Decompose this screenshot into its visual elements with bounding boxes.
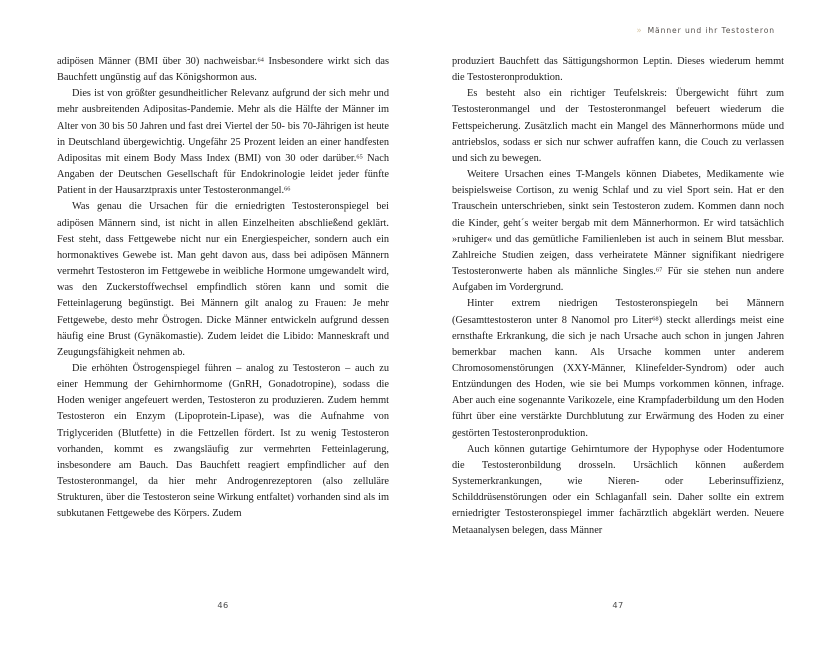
paragraph: Dies ist von größter gesundheitlicher Relevanz aufgrund der sich mehr und mehr ausbreitenden Adipositas-Pandemie. Mehr als die Hälfte der Männer im Alter von 30 bis 50 Jahren und fast drei Viertel der 50- bis 70-Jährigen ist heute in Deutschland übergewichtig. Ungefähr 25 Prozent leiden an einer handfesten Adipositas mit einem Body Mass Index (BMI) von 30 oder darüber.$^{65}$ Nach Angaben der Deutschen Gesellschaft für Endokrinologie leidet jeder fünfte Patient in der Hausarztpraxis unter Testosteronmangel.$^{66}$ xyxy=(57,88,389,197)
paragraph: Weitere Ursachen eines T-Mangels können Diabetes, Medikamente wie beispielsweise Cortison, zu wenig Schlaf und zu viel Sport sein. Hat er den Trauschein unterschrieben, sinkt sein Testosteron zudem. Kommen dann noch die Kinder, geht´s weiter bergab mit dem Männerhormon. Er wird tatsächlich »ruhiger« und das gemütliche Familienleben ist auch in seinem Blut messbar. Zahlreiche Studien zeigen, dass verheiratete Männer signifikant niedrigere Testosteronwerte haben als männliche Singles.$^{67}$ Für sie stehen nun andere Aufgaben im Vordergrund. xyxy=(452,169,784,294)
footnote-marker: 65 xyxy=(356,153,363,161)
left-page xyxy=(57,54,389,523)
paragraph: Die erhöhten Östrogenspiegel führen – analog zu Testosteron – auch zu einer Hemmung der Gehirnhormome (GnRH, Gonadotropine), sodass die Hoden weniger angefeuert werden, Testosteron zu produzieren. Zudem hemmt Testosteron ein Enzym (Lipoprotein-Lipase), was die Aufnahme von Triglyceriden (Blutfette) in die Fettzellen fördert. Ist zu wenig Testosteron vorhanden, kommt es zwangsläufig zur vermehrten Fetteinlagerung, insbesondere am Bauch. Das Bauchfett reagiert empfindlicher auf den Testosteronmangel, da hier mehr Androgenrezeptoren (also zelluläre Strukturen, über die Testosteron seine Wirkung entfaltet) vorhanden sind als im subkutanen Fettgewebe des Körpers. Zudem xyxy=(57,362,389,520)
footnote-marker: 68 xyxy=(652,314,659,322)
paragraph: Auch können gutartige Gehirntumore der Hypophyse oder Hodentumore die Testosteronbildung drosseln. Ursächlich können außerdem Systemerkrankungen, wie Nieren- oder Leberinsuffizienz, Schilddrüsenstörungen oder ein Schlaganfall sein. Daher sollte ein extrem erniedrigter Testosteronspiegel immer fachärztlich abgeklärt werden. Neuere Metaanalysen belegen, dass Männer xyxy=(452,443,784,536)
running-head-marker-icon: » xyxy=(636,25,642,35)
paragraph: produziert Bauchfett das Sättigungshormon Leptin. Dieses wiederum hemmt die Testosteronproduktion. xyxy=(452,56,784,84)
footnote-marker: 67 xyxy=(655,266,663,274)
right-page xyxy=(452,54,784,539)
paragraph: Es besteht also ein richtiger Teufelskreis: Übergewicht führt zum Testosteronmangel und der Testosteronmangel befeuert wiederum die Fettspeicherung. Zusätzlich macht ein Mangel des Männerhormons müde und antriebslos, sodass er sich nur schwer aufraffen kann, die Couch zu verlassen und sich zu bewegen. xyxy=(452,88,784,164)
paragraph: Hinter extrem niedrigen Testosteronspiegeln bei Männern (Gesamttestosteron unter 8 Nanomol pro Liter$^{68}$) steckt allerdings meist eine ernsthafte Erkrankung, die sich je nach Ursache auch schon in jungen Jahren bemerkbar machen kann. Als Ursache kommen unter anderem Chromosomenstörungen (XXY-Männer, Klinefelder-Syndrom) oder auch Entzündungen des Hoden, wie sie bei Mumps vorkommen können, infrage. Aber auch eine sogenannte Varikozele, eine Krampfaderbildung um den Hoden führt über eine verstärkte Durchblutung zur Erwärmung des Hoden zu einer gestörten Testosteronproduktion. xyxy=(452,298,784,439)
left-page-textblock xyxy=(57,54,389,523)
running-head-title: Männer und ihr Testosteron xyxy=(647,26,775,35)
right-page-textblock xyxy=(452,54,784,539)
folio-right: 47 xyxy=(612,600,624,610)
running-head xyxy=(636,26,775,35)
paragraph: adipösen Männer (BMI über 30) nachweisbar.$^{64}$ Insbesondere wirkt sich das Bauchfett ungünstig auf das Königshormon aus. xyxy=(57,56,389,84)
footnote-marker: 64 xyxy=(257,56,264,64)
footnote-marker: 66 xyxy=(284,185,291,193)
folio-left: 46 xyxy=(217,600,229,610)
paragraph: Was genau die Ursachen für die erniedrigten Testosteronspiegel bei adipösen Männern sind, ist nicht in allen Einzelheiten abschließend geklärt. Fest steht, dass Fettgewebe nicht nur ein Energiespeicher, sondern auch ein hormonaktives Gewebe ist. Man geht davon aus, dass bei adipösen Männern vermehrt Testosteron im Fettgewebe in weibliche Hormone umgewandelt wird, was den Zuckerstoffwechsel empfindlich stören kann und somit die Fetteinlagerung begünstigt. Bei Männern gilt analog zu Frauen: Je mehr Fettgewebe, desto mehr Östrogen. Dicke Männer entwickeln aufgrund dessen häufig eine Brust (Gynäkomastie). Zudem leidet die Libido: Manneskraft und Zeugungsfähigkeit nehmen ab. xyxy=(57,201,389,358)
